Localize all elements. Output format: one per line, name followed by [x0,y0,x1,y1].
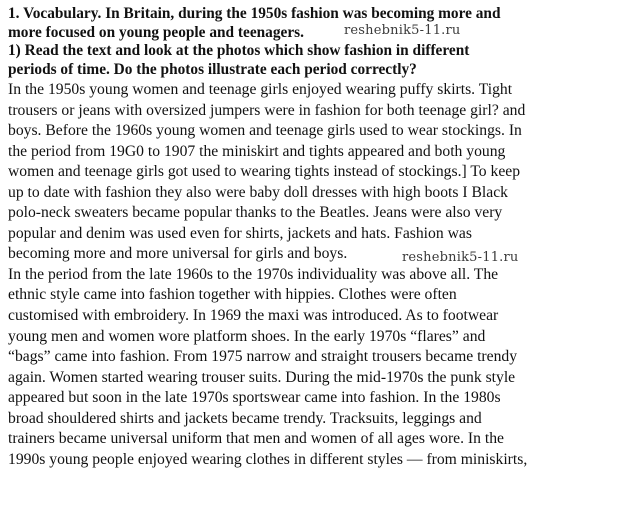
text-line: up to date with fashion they also were baby doll dresses with high boots I Black [8,183,508,201]
text-line: appeared but soon in the late 1970s sportswear came into fashion. In the 1980s [8,389,501,407]
text-line: polo-neck sweaters became popular thanks to the Beatles. Jeans were also very [8,204,503,222]
text-line: trainers became universal uniform that men and women of all ages wore. In the [8,430,504,448]
text-line: popular and denim was used even for shirts, jackets and hats. Fashion was [8,224,472,242]
text-line: In the 1950s young women and teenage girls enjoyed wearing puffy skirts. Tight [8,81,513,98]
document-page [8,5,624,470]
text-line: again. Women started wearing trouser suits. During the mid-1970s the punk style [8,368,516,386]
text-line: broad shouldered shirts and jackets became trendy. Tracksuits, leggings and [8,409,482,427]
heading-line: 1) Read the text and look at the photos which show fashion in different [8,42,470,59]
heading-line: more focused on young people and teenagers. [8,23,304,41]
text-line: “bags” came into fashion. From 1975 narrow and straight trousers became trendy [8,348,518,366]
exercise-text [8,80,624,470]
text-line: trousers or jeans with oversized jumpers were in fashion for both teenage girl? and [8,101,526,119]
exercise-heading [8,5,624,79]
heading-line: 1. Vocabulary. In Britain, during the 1950s fashion was becoming more and [8,5,501,22]
text-line: customised with embroidery. In 1969 the maxi was introduced. As to footwear [8,307,499,325]
heading-line: periods of time. Do the photos illustrate each period correctly? [8,60,417,78]
text-line: women and teenage girls got used to wearing tights instead of stockings.] To keep [8,163,521,181]
text-line: young men and women wore platform shoes. In the early 1970s “flares” and [8,327,486,345]
text-line: 1990s young people enjoyed wearing clothes in different styles — from miniskirts, [8,450,528,468]
watermark: reshebnik5-11.ru [402,250,519,265]
text-line: In the period from the late 1960s to the 1970s individuality was above all. The [8,265,499,283]
text-line: becoming more and more universal for girls and boys. [8,245,348,263]
text-line: the period from 19G0 to 1907 the miniskirt and tights appeared and both young [8,142,506,160]
watermark: reshebnik5-11.ru [344,23,461,38]
text-line: boys. Before the 1960s young women and teenage girls used to wear stockings. In [8,122,522,140]
text-line: ethnic style came into fashion together with hippies. Clothes were often [8,286,457,304]
